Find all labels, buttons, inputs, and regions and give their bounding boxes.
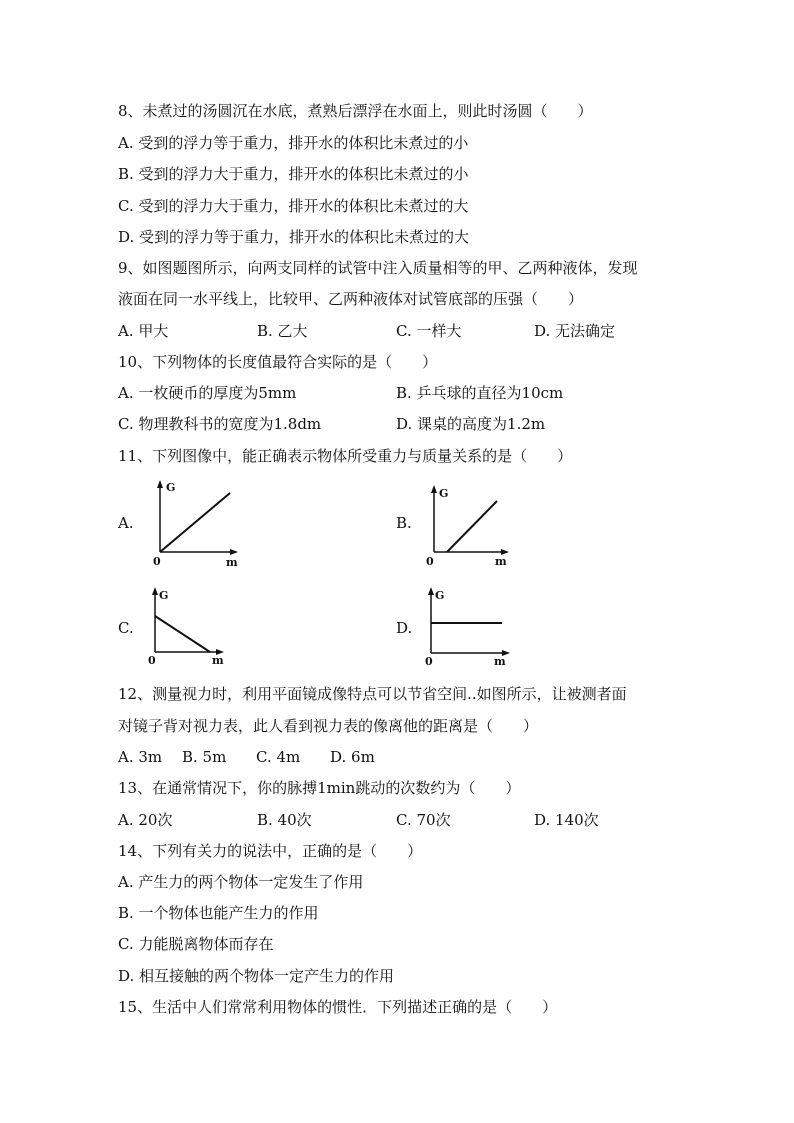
q14-option-a: A. 产生力的两个物体一定发生了作用 xyxy=(118,873,364,891)
q11-graph-c xyxy=(146,586,231,666)
q11-graph-d xyxy=(422,586,514,666)
q13-option-b: B. 40次 xyxy=(257,811,312,829)
q13-option-a: A. 20次 xyxy=(118,811,173,829)
q11-graph-b-x-label: m xyxy=(495,555,507,568)
q12-option-d: D. 6m xyxy=(330,748,375,766)
q14-option-d: D. 相互接触的两个物体一定产生力的作用 xyxy=(118,967,395,985)
q10-option-a: A. 一枚硬币的厚度为5mm xyxy=(118,384,297,402)
q11-graph-c-y-label: G xyxy=(159,589,169,602)
q12-option-c: C. 4m xyxy=(256,748,301,766)
q12-option-a: A. 3m xyxy=(118,748,163,766)
q11-graph-a xyxy=(150,478,245,568)
q11-graph-d-y-label: G xyxy=(435,589,445,602)
q8-option-c: C. 受到的浮力大于重力，排开水的体积比未煮过的大 xyxy=(118,197,469,215)
q13-option-c: C. 70次 xyxy=(396,811,451,829)
q9-option-b: B. 乙大 xyxy=(257,322,308,340)
q11-option-a-label: A. xyxy=(118,514,134,532)
q10-option-d: D. 课桌的高度为1.2m xyxy=(396,415,546,433)
q11-graph-a-origin: 0 xyxy=(153,555,161,568)
q12-stem-line2: 对镜子背对视力表，此人看到视力表的像离他的距离是（ ） xyxy=(118,717,539,735)
q11-graph-b-origin: 0 xyxy=(426,555,434,568)
q15-stem: 15、生活中人们常常利用物体的惯性．下列描述正确的是（ ） xyxy=(118,998,558,1016)
q12-stem-line1: 12、测量视力时，利用平面镜成像特点可以节省空间..如图所示，让被测者面 xyxy=(118,685,627,703)
q8-option-d: D. 受到的浮力等于重力，排开水的体积比未煮过的大 xyxy=(118,228,470,246)
q9-stem-line2: 液面在同一水平线上，比较甲、乙两种液体对试管底部的压强（ ） xyxy=(118,290,584,308)
q11-graph-b xyxy=(425,483,515,568)
q11-graph-a-x-label: m xyxy=(226,556,238,569)
q8-option-a: A. 受到的浮力等于重力，排开水的体积比未煮过的小 xyxy=(118,134,469,152)
q8-stem: 8、未煮过的汤圆沉在水底，煮熟后漂浮在水面上，则此时汤圆（ ） xyxy=(118,102,593,120)
q11-option-d-label: D. xyxy=(396,619,413,637)
q9-stem-line1: 9、如图题图所示，向两支同样的试管中注入质量相等的甲、乙两种液体，发现 xyxy=(118,259,638,277)
q9-option-d: D. 无法确定 xyxy=(534,322,616,340)
q11-graph-c-origin: 0 xyxy=(148,654,156,667)
q10-option-b: B. 乒乓球的直径为10cm xyxy=(396,384,564,402)
q8-option-b: B. 受到的浮力大于重力，排开水的体积比未煮过的小 xyxy=(118,165,469,183)
q11-graph-d-origin: 0 xyxy=(425,655,433,668)
q11-stem: 11、下列图像中，能正确表示物体所受重力与质量关系的是（ ） xyxy=(118,447,573,465)
q11-option-c-label: C. xyxy=(118,619,134,637)
q11-graph-d-x-label: m xyxy=(494,655,506,668)
q13-stem: 13、在通常情况下，你的脉搏1min跳动的次数约为（ ） xyxy=(118,779,521,797)
q11-graph-c-x-label: m xyxy=(212,654,224,667)
q10-option-c: C. 物理教科书的宽度为1.8dm xyxy=(118,415,322,433)
q9-option-a: A. 甲大 xyxy=(118,322,169,340)
q14-stem: 14、下列有关力的说法中，正确的是（ ） xyxy=(118,842,423,860)
q11-option-b-label: B. xyxy=(396,514,412,532)
q13-option-d: D. 140次 xyxy=(534,811,599,829)
q11-graph-b-y-label: G xyxy=(439,487,449,500)
q12-option-b: B. 5m xyxy=(182,748,227,766)
q14-option-b: B. 一个物体也能产生力的作用 xyxy=(118,904,319,922)
q14-option-c: C. 力能脱离物体而存在 xyxy=(118,935,274,953)
q10-stem: 10、下列物体的长度值最符合实际的是（ ） xyxy=(118,353,438,371)
q11-graph-a-y-label: G xyxy=(166,481,176,494)
q9-option-c: C. 一样大 xyxy=(396,322,462,340)
